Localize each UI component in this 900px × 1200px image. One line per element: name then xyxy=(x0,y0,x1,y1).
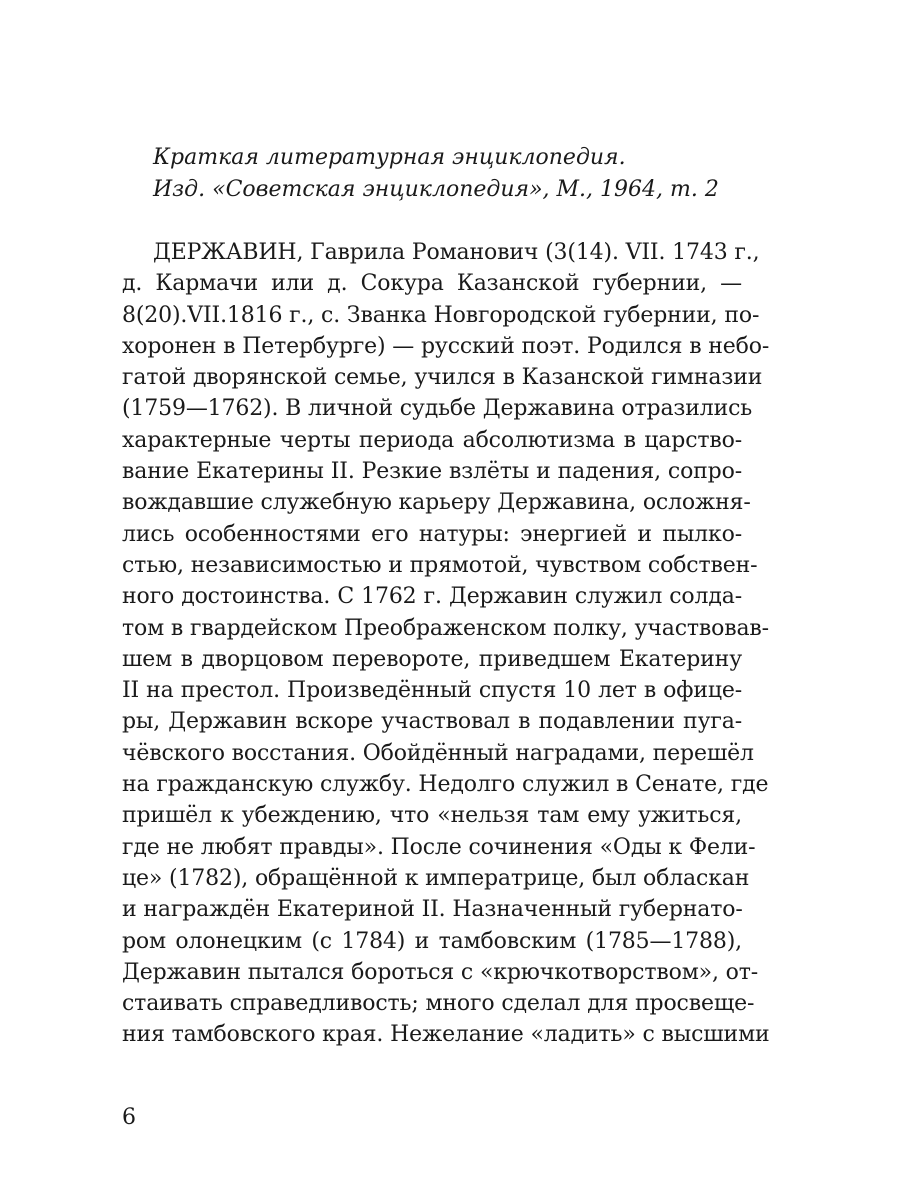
body-line: шем в дворцовом перевороте, приведшем Екатерину xyxy=(122,646,742,672)
body-line: ры, Державин вскоре участвовал в подавлении пуга- xyxy=(122,709,742,735)
body-line: том в гвардейском Преображенском полку, участвовав- xyxy=(122,615,769,641)
page-number: 6 xyxy=(122,1105,136,1130)
epigraph-publisher-info: Изд. «Советская энциклопедия», М., 1964, т. 2 xyxy=(153,177,719,202)
body-line: стью, независимостью и прямотой, чувством собствен- xyxy=(122,552,758,578)
body-line: II на престол. Произведённый спустя 10 лет в офице- xyxy=(122,678,742,704)
body-line: где не любят правды». После сочинения «Оды к Фели- xyxy=(122,834,756,860)
body-line: 8(20).VII.1816 г., с. Званка Новгородской губернии, по- xyxy=(122,302,760,328)
body-line: гатой дворянской семье, учился в Казанской гимназии xyxy=(122,365,763,391)
body-line: (1759—1762). В личной судьбе Державина отразились xyxy=(122,396,753,422)
body-line: на гражданскую службу. Недолго служил в Сенате, где xyxy=(122,772,769,798)
body-line: пришёл к убеждению, что «нельзя там ему ужиться, xyxy=(122,803,742,829)
body-line: д. Кармачи или д. Сокура Казанской губернии, — xyxy=(122,271,742,297)
body-line: вание Екатерины II. Резкие взлёты и падения, сопро- xyxy=(122,459,742,485)
article-body xyxy=(122,237,770,1051)
body-line: стаивать справедливость; много сделал для просвеще- xyxy=(122,991,755,1017)
body-line: лись особенностями его натуры: энергией и пылко- xyxy=(122,521,742,547)
body-line: це» (1782), обращённой к императрице, был обласкан xyxy=(122,865,750,891)
body-line: ДЕРЖАВИН, Гаврила Романович (3(14). VII. 1743 г., xyxy=(153,240,760,265)
body-line: ния тамбовского края. Нежелание «ладить» с высшими xyxy=(122,1022,770,1048)
body-line: хоронен в Петербурге) — русский поэт. Родился в небо- xyxy=(122,333,770,359)
epigraph xyxy=(153,142,773,206)
body-line: вождавшие служебную карьеру Державина, осложня- xyxy=(122,490,751,516)
body-line: и награждён Екатериной II. Назначенный губернато- xyxy=(122,897,743,923)
body-line: ного достоинства. С 1762 г. Державин служил солда- xyxy=(122,584,742,610)
body-line: чёвского восстания. Обойдённый наградами, перешёл xyxy=(122,740,754,766)
body-line: характерные черты периода абсолютизма в царство- xyxy=(122,427,742,453)
body-line: Державин пытался бороться с «крючкотворством», от- xyxy=(122,959,759,985)
body-line: ром олонецким (с 1784) и тамбовским (1785—1788), xyxy=(122,928,742,954)
epigraph-source-title: Краткая литературная энциклопедия. xyxy=(153,145,626,170)
